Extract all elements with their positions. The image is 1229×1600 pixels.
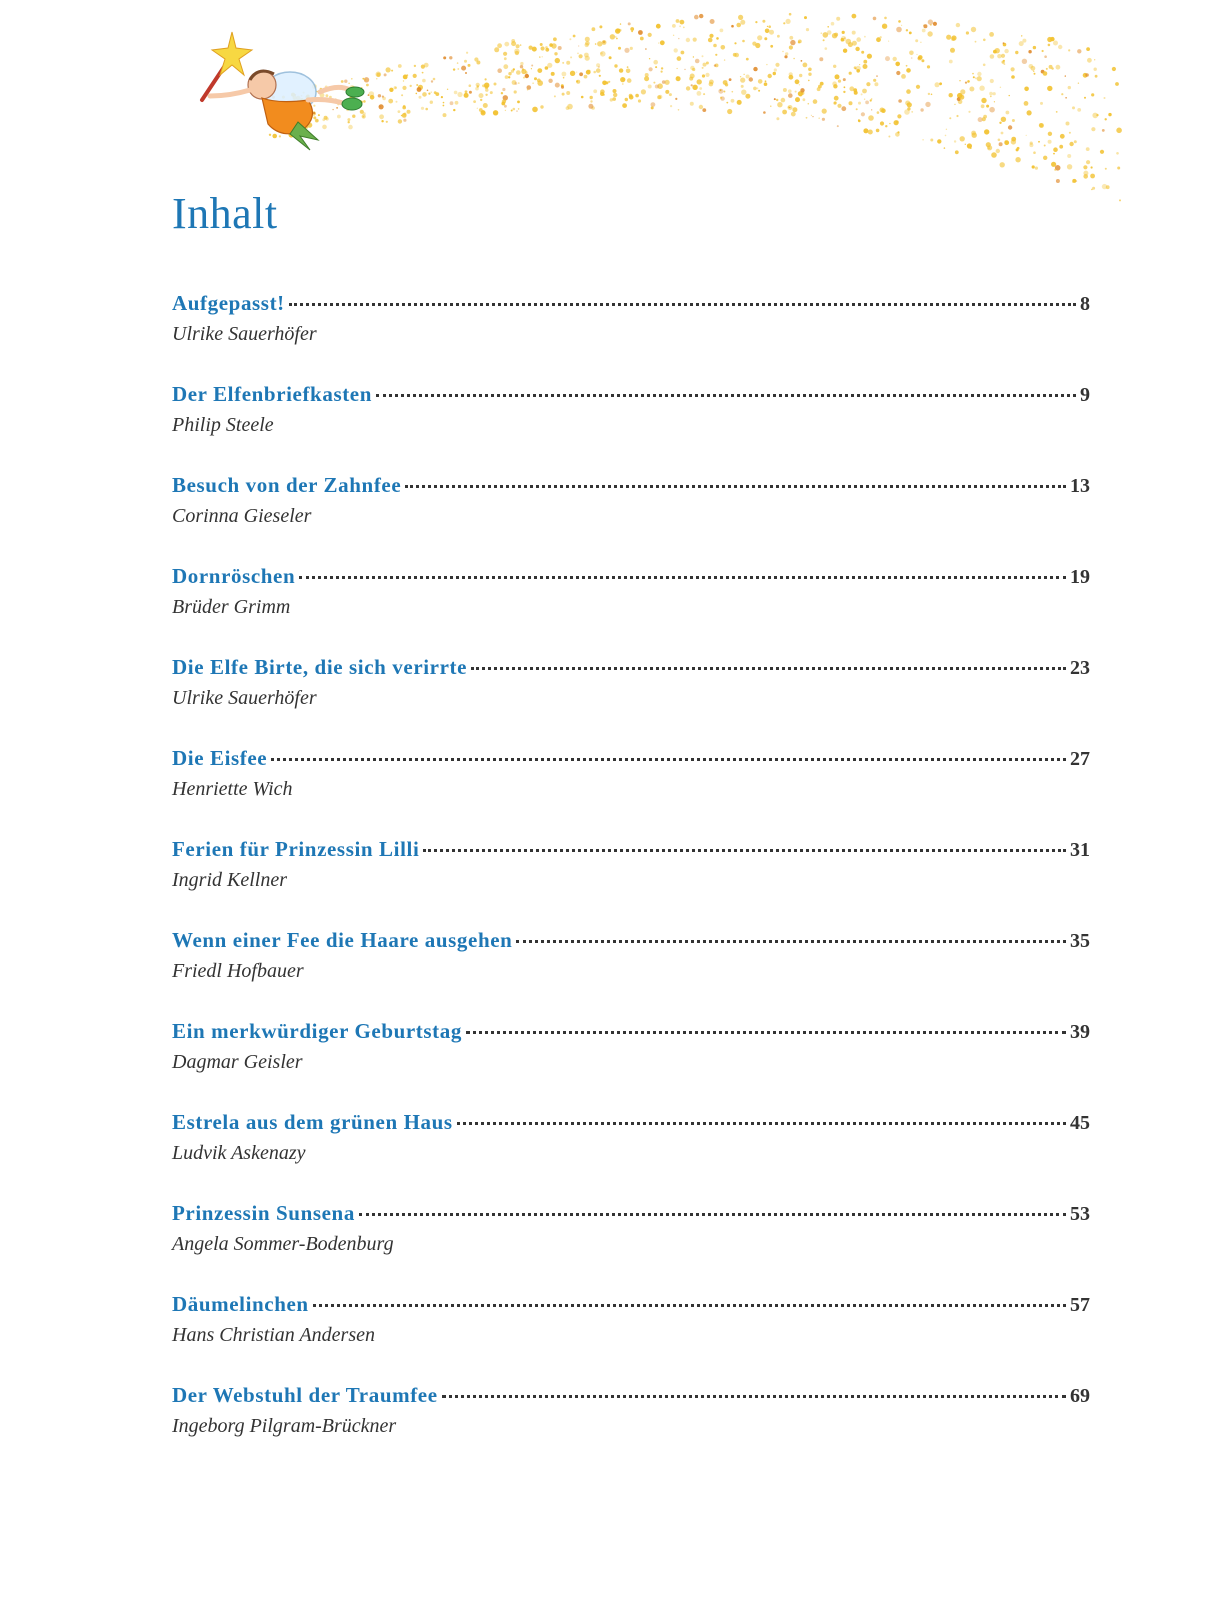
- toc-entry-author: Ingrid Kellner: [172, 869, 287, 891]
- toc-entry[interactable]: [172, 291, 1090, 382]
- toc-entry-title[interactable]: Ferien für Prinzessin Lilli: [172, 837, 420, 861]
- toc-entry-author: Ludvik Askenazy: [172, 1142, 306, 1164]
- toc-page-number: 13: [1070, 475, 1090, 497]
- toc-page-number: 53: [1070, 1203, 1090, 1225]
- toc-page-number: 9: [1080, 384, 1090, 406]
- toc-entry[interactable]: [172, 655, 1090, 746]
- dot-leader: [405, 484, 1066, 488]
- toc-entry-author: Philip Steele: [172, 414, 274, 436]
- toc-entry[interactable]: [172, 837, 1090, 928]
- toc-page-number: 57: [1070, 1294, 1090, 1316]
- dot-leader: [471, 666, 1066, 670]
- toc-entry[interactable]: [172, 382, 1090, 473]
- toc-entry-author: Dagmar Geisler: [172, 1051, 303, 1073]
- toc-entry[interactable]: [172, 1292, 1090, 1383]
- toc-line: [172, 382, 1090, 412]
- toc-entry-title[interactable]: Ein merkwürdiger Geburtstag: [172, 1019, 462, 1043]
- toc-line: [172, 1383, 1090, 1413]
- toc-page-number: 27: [1070, 748, 1090, 770]
- toc-line: [172, 291, 1090, 321]
- toc-page-number: 39: [1070, 1021, 1090, 1043]
- toc-entry[interactable]: [172, 1019, 1090, 1110]
- toc-entry-author: Corinna Gieseler: [172, 505, 312, 527]
- toc-entry-title[interactable]: Aufgepasst!: [172, 291, 285, 315]
- toc-entry[interactable]: [172, 1383, 1090, 1474]
- toc-entry[interactable]: [172, 928, 1090, 1019]
- toc-line: [172, 928, 1090, 958]
- toc-line: [172, 655, 1090, 685]
- toc-page-number: 31: [1070, 839, 1090, 861]
- dot-leader: [359, 1212, 1066, 1216]
- toc-entry-title[interactable]: Prinzessin Sunsena: [172, 1201, 355, 1225]
- fairy-figure: [202, 32, 364, 150]
- dot-leader: [289, 302, 1076, 306]
- sparkle-trail: [268, 13, 1122, 202]
- toc-line: [172, 1201, 1090, 1231]
- dot-leader: [423, 848, 1066, 852]
- toc-entry-title[interactable]: Die Elfe Birte, die sich verirrte: [172, 655, 468, 679]
- toc-line: [172, 1110, 1090, 1140]
- toc-entry-author: Hans Christian Andersen: [172, 1324, 375, 1346]
- toc-entry[interactable]: [172, 564, 1090, 655]
- toc-page-number: 8: [1080, 293, 1090, 315]
- toc-page-number: 19: [1070, 566, 1090, 588]
- toc-entry[interactable]: [172, 473, 1090, 564]
- toc-entry-title[interactable]: Estrela aus dem grünen Haus: [172, 1110, 453, 1134]
- toc-line: [172, 1292, 1090, 1322]
- dot-leader: [299, 575, 1066, 579]
- dot-leader: [516, 939, 1066, 943]
- toc-entry[interactable]: [172, 746, 1090, 837]
- toc-entry-author: Ulrike Sauerhöfer: [172, 687, 317, 709]
- toc-page-number: 69: [1070, 1385, 1090, 1407]
- toc-entry[interactable]: [172, 1110, 1090, 1201]
- toc-entry-title[interactable]: Der Webstuhl der Traumfee: [172, 1383, 438, 1407]
- toc-entry-author: Brüder Grimm: [172, 596, 291, 618]
- toc-entry-title[interactable]: Die Eisfee: [172, 746, 268, 770]
- dot-leader: [376, 393, 1076, 397]
- page-title: Inhalt: [172, 189, 278, 238]
- dot-leader: [313, 1303, 1066, 1307]
- toc-entry-author: Angela Sommer-Bodenburg: [172, 1233, 394, 1255]
- toc-line: [172, 1019, 1090, 1049]
- toc-entry-title[interactable]: Dornröschen: [172, 564, 296, 588]
- toc-entry-title[interactable]: Besuch von der Zahnfee: [172, 473, 402, 497]
- fairy-sparkle-illustration: [150, 0, 1130, 215]
- toc-line: [172, 564, 1090, 594]
- toc-line: [172, 473, 1090, 503]
- toc-entry-title[interactable]: Däumelinchen: [172, 1292, 309, 1316]
- toc-entry-title[interactable]: Wenn einer Fee die Haare ausgehen: [172, 928, 513, 952]
- toc-line: [172, 746, 1090, 776]
- toc-line: [172, 837, 1090, 867]
- dot-leader: [457, 1121, 1066, 1125]
- dot-leader: [466, 1030, 1066, 1034]
- toc-entry-author: Friedl Hofbauer: [172, 960, 304, 982]
- toc-page-number: 45: [1070, 1112, 1090, 1134]
- toc-entry-author: Ulrike Sauerhöfer: [172, 323, 317, 345]
- dot-leader: [442, 1394, 1066, 1398]
- toc-entry-author: Henriette Wich: [172, 778, 293, 800]
- toc-entry[interactable]: [172, 1201, 1090, 1292]
- toc-page-number: 23: [1070, 657, 1090, 679]
- table-of-contents: [172, 291, 1090, 1474]
- toc-page-number: 35: [1070, 930, 1090, 952]
- toc-entry-title[interactable]: Der Elfenbriefkasten: [172, 382, 373, 406]
- toc-entry-author: Ingeborg Pilgram-Brückner: [172, 1415, 397, 1437]
- dot-leader: [271, 757, 1066, 761]
